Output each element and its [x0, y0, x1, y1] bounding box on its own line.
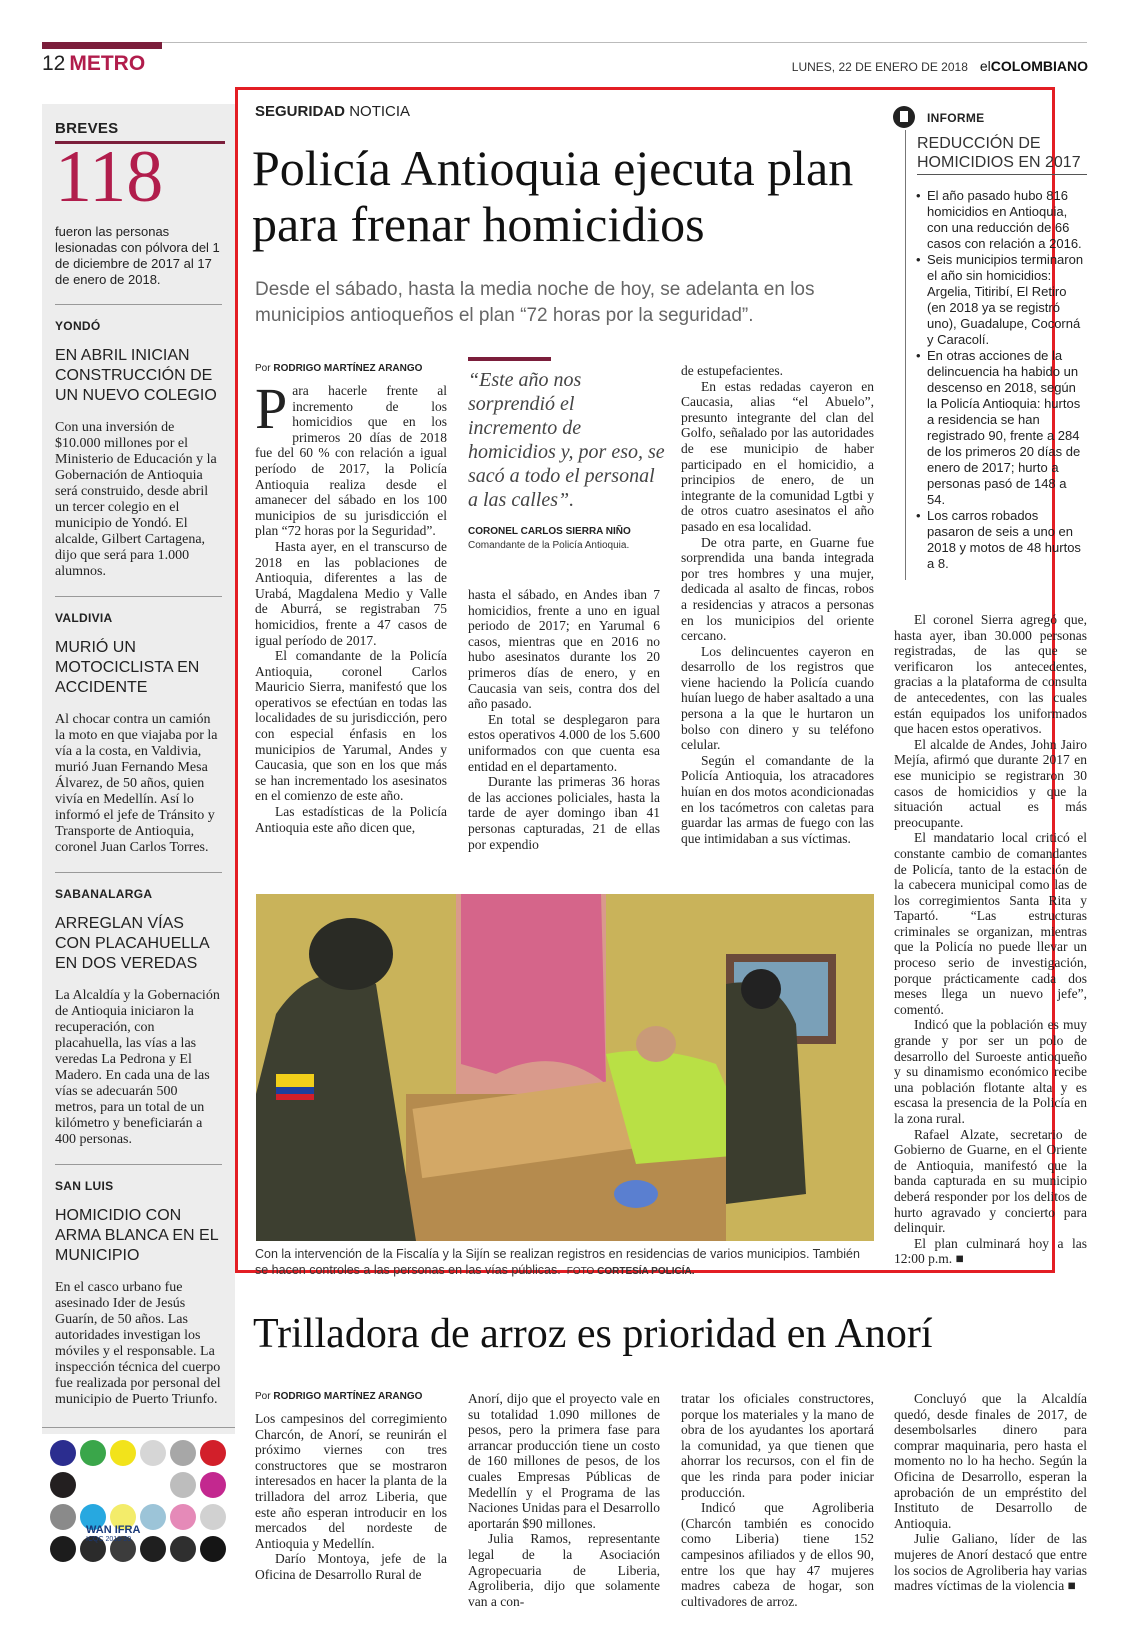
article-paragraph: El plan culminará hoy a las 12:00 p.m. ■ [894, 1235, 1087, 1267]
article-paragraph: Concluyó que la Alcaldía quedó, desde finales de 2017, de desembolsarles dinero para comprar maquinaria, pero hasta el momento no lo ha hecho. Según la Oficina de Desarrollo, esperan la aprobación de un empréstito del Instituto de Desarrollo de Antioquia. [894, 1391, 1087, 1531]
article-column-4 [894, 612, 1087, 1267]
breve-separator [55, 596, 222, 597]
article-paragraph: El coronel Sierra agregó que, hasta ayer, iban 30.000 personas registradas, de las que se verificaron los antecedentes, gracias a la plataforma de consulta de antecedentes, con las cuales están equipados los uniformados que hacen estos operativos. [894, 612, 1087, 737]
breves-big-number: 118 [55, 136, 164, 218]
color-dot [170, 1472, 196, 1498]
breve-place: VALDIVIA [55, 611, 113, 625]
article-column-3 [681, 363, 874, 846]
breves-column [42, 104, 235, 1434]
page-number: 12 [42, 52, 66, 75]
breve-separator [55, 1164, 222, 1165]
color-dot [110, 1440, 136, 1466]
article-paragraph: Según el comandante de la Policía Antioquia, los atracadores huían en dos motos acondicionadas en los tacómetros con caletas para guardar las armas de fuego con las que intimidaban a sus víctimas. [681, 752, 874, 846]
article-headline: Policía Antioquia ejecuta plan para frenar homicidios [252, 140, 854, 252]
article2-column-1 [255, 1411, 447, 1583]
brand-name: COLOMBIANO [990, 58, 1088, 74]
color-dot [170, 1504, 196, 1530]
informe-rule [905, 130, 906, 580]
article-paragraph: hasta el sábado, en Andes iban 7 homicidios, frente a uno en igual periodo de 2017; en Yarumal 6 casos, mientras que en 2016 no hubo asesinatos durante los 20 primeros días de enero, y en Caucasia van seis, contra dos del año pasado. [468, 587, 660, 712]
article-paragraph: Anorí, dijo que el proyecto vale en su totalidad 1.090 millones de pesos, pero la primera fase para arrancar producción tiene un costo de 160 millones de pesos, de los cuales Empresas Públicas de Medellín y el Programa de las Naciones Unidas para el Desarrollo aportarán $90 millones. [468, 1391, 660, 1531]
color-dot [50, 1440, 76, 1466]
article-paragraph: De otra parte, en Guarne fue sorprendida una banda integrada por tres hombres y una mujer, dedicada al asalto de fincas, robos a residencias y atracos a personas en los municipios del oriente cercano. [681, 534, 874, 644]
article-column-2 [468, 587, 660, 852]
breve-body: La Alcaldía y la Gobernación de Antioquia iniciaron la recuperación, con placahuella, las vías a las veredas La Pedrona y El Madero. En cada una de las vías se adecuarán 500 metros, para un total de un kilómetro y beneficiarán a 400 personas. [55, 988, 220, 1147]
color-dot [80, 1440, 106, 1466]
article-paragraph [255, 376, 447, 539]
article-section: SEGURIDAD [255, 103, 346, 120]
article-paragraph: tratar los oficiales constructores, porque los materiales y la mano de obra de los ayudantes los aportará la comunidad, ya que tienen que ahorrar los recursos, con el fin de que les rinda para poder iniciar producción. [681, 1391, 874, 1500]
caption-text: Con la intervención de la Fiscalía y la Sijín se realizan registros en residencias de varios municipios. También se hacen controles a las personas en las vías públicas. [255, 1247, 860, 1277]
informe-label: INFORME [927, 111, 985, 125]
color-dot [140, 1440, 166, 1466]
article-paragraph: Indicó que la población es muy grande y por ser un polo de desarrollo del Suroeste antioqueño y su dinamismo económico recibe una población flotante alta y es escasa la presencia de la Policía en la zona rural. [894, 1017, 1087, 1126]
breve-body: Al chocar contra un camión la moto en que viajaba por la vía a la costa, en Valdivia, murió Juan Fernando Mesa Álvarez, de 50 años, quien vivía en Medellín. Así lo informó el jefe de Tránsito y Transporte de Antioquia, coronel Juan Carlos Torres. [55, 712, 218, 855]
breve-headline: MURIÓ UN MOTOCICLISTA EN ACCIDENTE [55, 639, 200, 696]
page-header [42, 52, 145, 76]
article2-column-2 [468, 1391, 660, 1609]
color-dot [50, 1536, 76, 1562]
article-photo [256, 894, 874, 1241]
quote-rule [468, 357, 551, 361]
article-paragraph: Darío Montoya, jefe de la Oficina de Desarrollo Rural de [255, 1551, 447, 1582]
informe-item: • Seis municipios terminaron el año sin homicidios: Argelia, Titiribí, El Retiro (en 2018 ya se registró uno), Guadalupe, Cocorná y Caracolí. [916, 252, 1086, 348]
article-paragraph: Rafael Alzate, secretario de Gobierno de Guarne, en el Oriente de Antioquia, manifestó que la banda capturada en su municipio deberá responder por los delitos de hurto agravado y concierto para delinquir. [894, 1126, 1087, 1236]
breves-big-number-desc: fueron las personas lesionadas con pólvora del 1 de diciembre de 2017 al 17 de enero de 2018. [55, 224, 220, 287]
breves-bottom-rule [42, 1427, 235, 1428]
color-dot [170, 1536, 196, 1562]
quote-attribution-role: Comandante de la Policía Antioquia. [468, 540, 630, 551]
article-deck: Desde el sábado, hasta la media noche de hoy, se adelanta en los municipios antioqueños el plan “72 horas por la seguridad”. [255, 279, 815, 326]
section-name: METRO [69, 52, 146, 75]
informe-item: • En otras acciones de la delincuencia ha habido un descenso en 2018, según la Policía Antioquia: hurtos a residencia se han registrado 90, frente a 284 de los primeros 20 días de enero de 2017; hurto a personas pasó de 148 a 54. [916, 348, 1086, 508]
photo-caption [255, 1246, 875, 1280]
article2-column-4 [894, 1391, 1087, 1594]
article-type: NOTICIA [349, 103, 411, 120]
informe-title: REDUCCIÓN DE HOMICIDIOS EN 2017 [917, 134, 1087, 175]
color-dot [200, 1504, 226, 1530]
color-dot [140, 1504, 166, 1530]
breves-kicker: BREVES [55, 120, 119, 137]
article-paragraph: Julia Ramos, representante legal de la Asociación Agropecuaria de Liberia, Agroliberia, dijo que solamente van a con- [468, 1531, 660, 1609]
wan-ifra-logo-text: WAN IFRA [86, 1524, 141, 1536]
article-paragraph: Indicó que Agroliberia (Charcón también es conocido como Liberia) tiene 152 campesinos afiliados y de ellos 90, entre los que hay 47 mujeres madres cabeza de hogar, son cultivadores de arroz. [681, 1500, 874, 1609]
breve-headline: EN ABRIL INICIAN CONSTRUCCIÓN DE UN NUEVO COLEGIO [55, 347, 217, 404]
article-paragraph: Las estadísticas de la Policía Antioquia este año dicen que, [255, 804, 447, 835]
wan-ifra-logo-sub: ICQC 2018-20 [86, 1536, 132, 1543]
pull-quote: “Este año nos sorprendió el incremento de homicidios y, por eso, se sacó a todo el personal a las calles”. [468, 369, 665, 511]
article-paragraph: El comandante de la Policía Antioquia, coronel Carlos Mauricio Sierra, manifestó que los operativos se efectúan en todas las localidades de su jurisdicción, pero con especial énfasis en los municipios de Yarumal, Andes y Caucasia, que son en los que más se han incrementado los asesinatos en el comienzo de este año. [255, 648, 447, 804]
breve-place: SAN LUIS [55, 1179, 114, 1193]
issue-date: LUNES, 22 DE ENERO DE 2018 [791, 60, 968, 74]
article-paragraph: En estas redadas cayeron en Caucasia, alias “el Abuelo”, presunto integrante del clan del Golfo, señalado por las autoridades de ese municipio de haber participado en el homicidio, a principios de enero, de un integrante de la comunidad Lgtbi y de otros cuatro asesinatos el año pasado en esa localidad. [681, 378, 874, 534]
article-paragraph: El alcalde de Andes, John Jairo Mejía, afirmó que durante 2017 en ese municipio se registraron 30 casos de homicidios y que la situación actual es más preocupante. [894, 736, 1087, 830]
byline-prefix: Por [255, 363, 271, 374]
breve-separator [55, 872, 222, 873]
breve-place: SABANALARGA [55, 887, 153, 901]
article-column-1 [255, 376, 447, 835]
color-dot [200, 1440, 226, 1466]
wan-ifra-logo [86, 1524, 140, 1543]
informe-item: • Los carros robados pasaron de seis a uno en 2018 y motos de 48 hurtos a 8. [916, 508, 1086, 572]
breve-separator [55, 304, 222, 305]
article2-byline [255, 1391, 422, 1402]
color-dot [50, 1504, 76, 1530]
newspaper-brand [980, 58, 1088, 74]
color-dot [200, 1536, 226, 1562]
photo-credit-name: CORTESÍA POLICÍA. [597, 1266, 695, 1277]
paragraph-text: ara hacerle frente al incremento de los homicidios que en los primeros 20 días de 2018 fue del 60 % con relación a igual período de 2017, la Policía Antioquia realiza desde el amanecer del sábado en los 100 municipios de su jurisdicción el plan “72 horas por la Seguridad”. [255, 383, 447, 539]
breve-body: En el casco urbano fue asesinado Ider de Jesús Guarín, de 50 años. Las autoridades investigan los móviles y el responsable. La inspección técnica del cuerpo fue realizada por personal del municipio de Puerto Triunfo. [55, 1280, 221, 1407]
color-dot [170, 1440, 196, 1466]
article-byline [255, 363, 422, 374]
photo-credit [567, 1266, 695, 1277]
breve-headline: HOMICIDIO CON ARMA BLANCA EN EL MUNICIPIO [55, 1207, 219, 1264]
article2-column-3 [681, 1391, 874, 1609]
article-paragraph: Durante las primeras 36 horas de las acciones policiales, hasta la tarde de ayer domingo iban 41 personas capturadas, 21 de ellas por expendio [468, 774, 660, 852]
byline-author: RODRIGO MARTÍNEZ ARANGO [273, 1391, 423, 1402]
article-paragraph: En total se desplegaron para estos operativos 4.000 de los 5.600 uniformados con que cuenta esa entidad en el departamento. [468, 711, 660, 774]
date-header [792, 58, 1088, 74]
article-paragraph: Julie Galiano, líder de las mujeres de Anorí destacó que entre los socios de Agroliberia hay varias madres víctimas de la violencia ■ [894, 1531, 1087, 1594]
breve-body: Con una inversión de $10.000 millones por el Ministerio de Educación y la Gobernación de Antioquia será construido, desde abril un tercer colegio en el municipio de Yondó. El alcalde, Gilbert Cartagena, dijo que será para 1.000 alumnos. [55, 420, 217, 579]
byline-prefix: Por [255, 1391, 271, 1402]
color-dot [200, 1472, 226, 1498]
brand-prefix: el [979, 58, 991, 74]
photo-credit-prefix: FOTO [566, 1266, 595, 1277]
section-color-bar [42, 42, 162, 49]
article-paragraph: El mandatario local criticó el constante cambio de comandantes de Policía, tanto de la estación de la cabecera municipal como las de los corregimientos Santa Rita y Tapartó. “Las estructuras criminales se organizan, mientras que la Policía no puede llevar un proceso serio de investigación, porque prácticamente cada dos meses llega un nuevo jefe”, comentó. [894, 830, 1087, 1017]
article-paragraph: Los campesinos del corregimiento Charcón, de Anorí, se reunirán el próximo viernes con tres constructores que se mostraron interesados en hacer la planta de la trilladora del arroz Liberia, que este año esperan introducir en los mercados del nordeste de Antioquia y Medellín. [255, 1411, 447, 1551]
header-rule [42, 42, 1087, 43]
police-search-photo [256, 894, 874, 1241]
article-paragraph: Los delincuentes cayeron en desarrollo de los registros que viene haciendo la Policía cuando huían luego de haber asaltado a una persona a la que le hurtaron un bolso con dinero y su teléfono celular. [681, 643, 874, 753]
color-dot [140, 1536, 166, 1562]
informe-list [916, 188, 1086, 572]
article-paragraph: de estupefacientes. [681, 363, 783, 378]
breve-headline: ARREGLAN VÍAS CON PLACAHUELLA EN DOS VEREDAS [55, 915, 209, 972]
quote-attribution-name: CORONEL CARLOS SIERRA NIÑO [468, 526, 631, 537]
article-category [255, 103, 410, 120]
informe-item: • El año pasado hubo 816 homicidios en Antioquia, con una reducción de 66 casos con relación a 2016. [916, 188, 1086, 252]
byline-author: RODRIGO MARTÍNEZ ARANGO [273, 363, 423, 374]
article-paragraph: Hasta ayer, en el transcurso de 2018 en las poblaciones de Antioquia, diferentes a las de Urabá, Magdalena Medio y Valle de Aburrá, se registraban 75 homicidios, frente a 47 casos de igual período de 2017. [255, 538, 447, 648]
document-icon [893, 106, 915, 128]
article2-headline: Trilladora de arroz es prioridad en Anorí [253, 1311, 933, 1357]
color-dot [50, 1472, 76, 1498]
breve-place: YONDÓ [55, 319, 101, 333]
drop-cap: P [255, 376, 288, 441]
